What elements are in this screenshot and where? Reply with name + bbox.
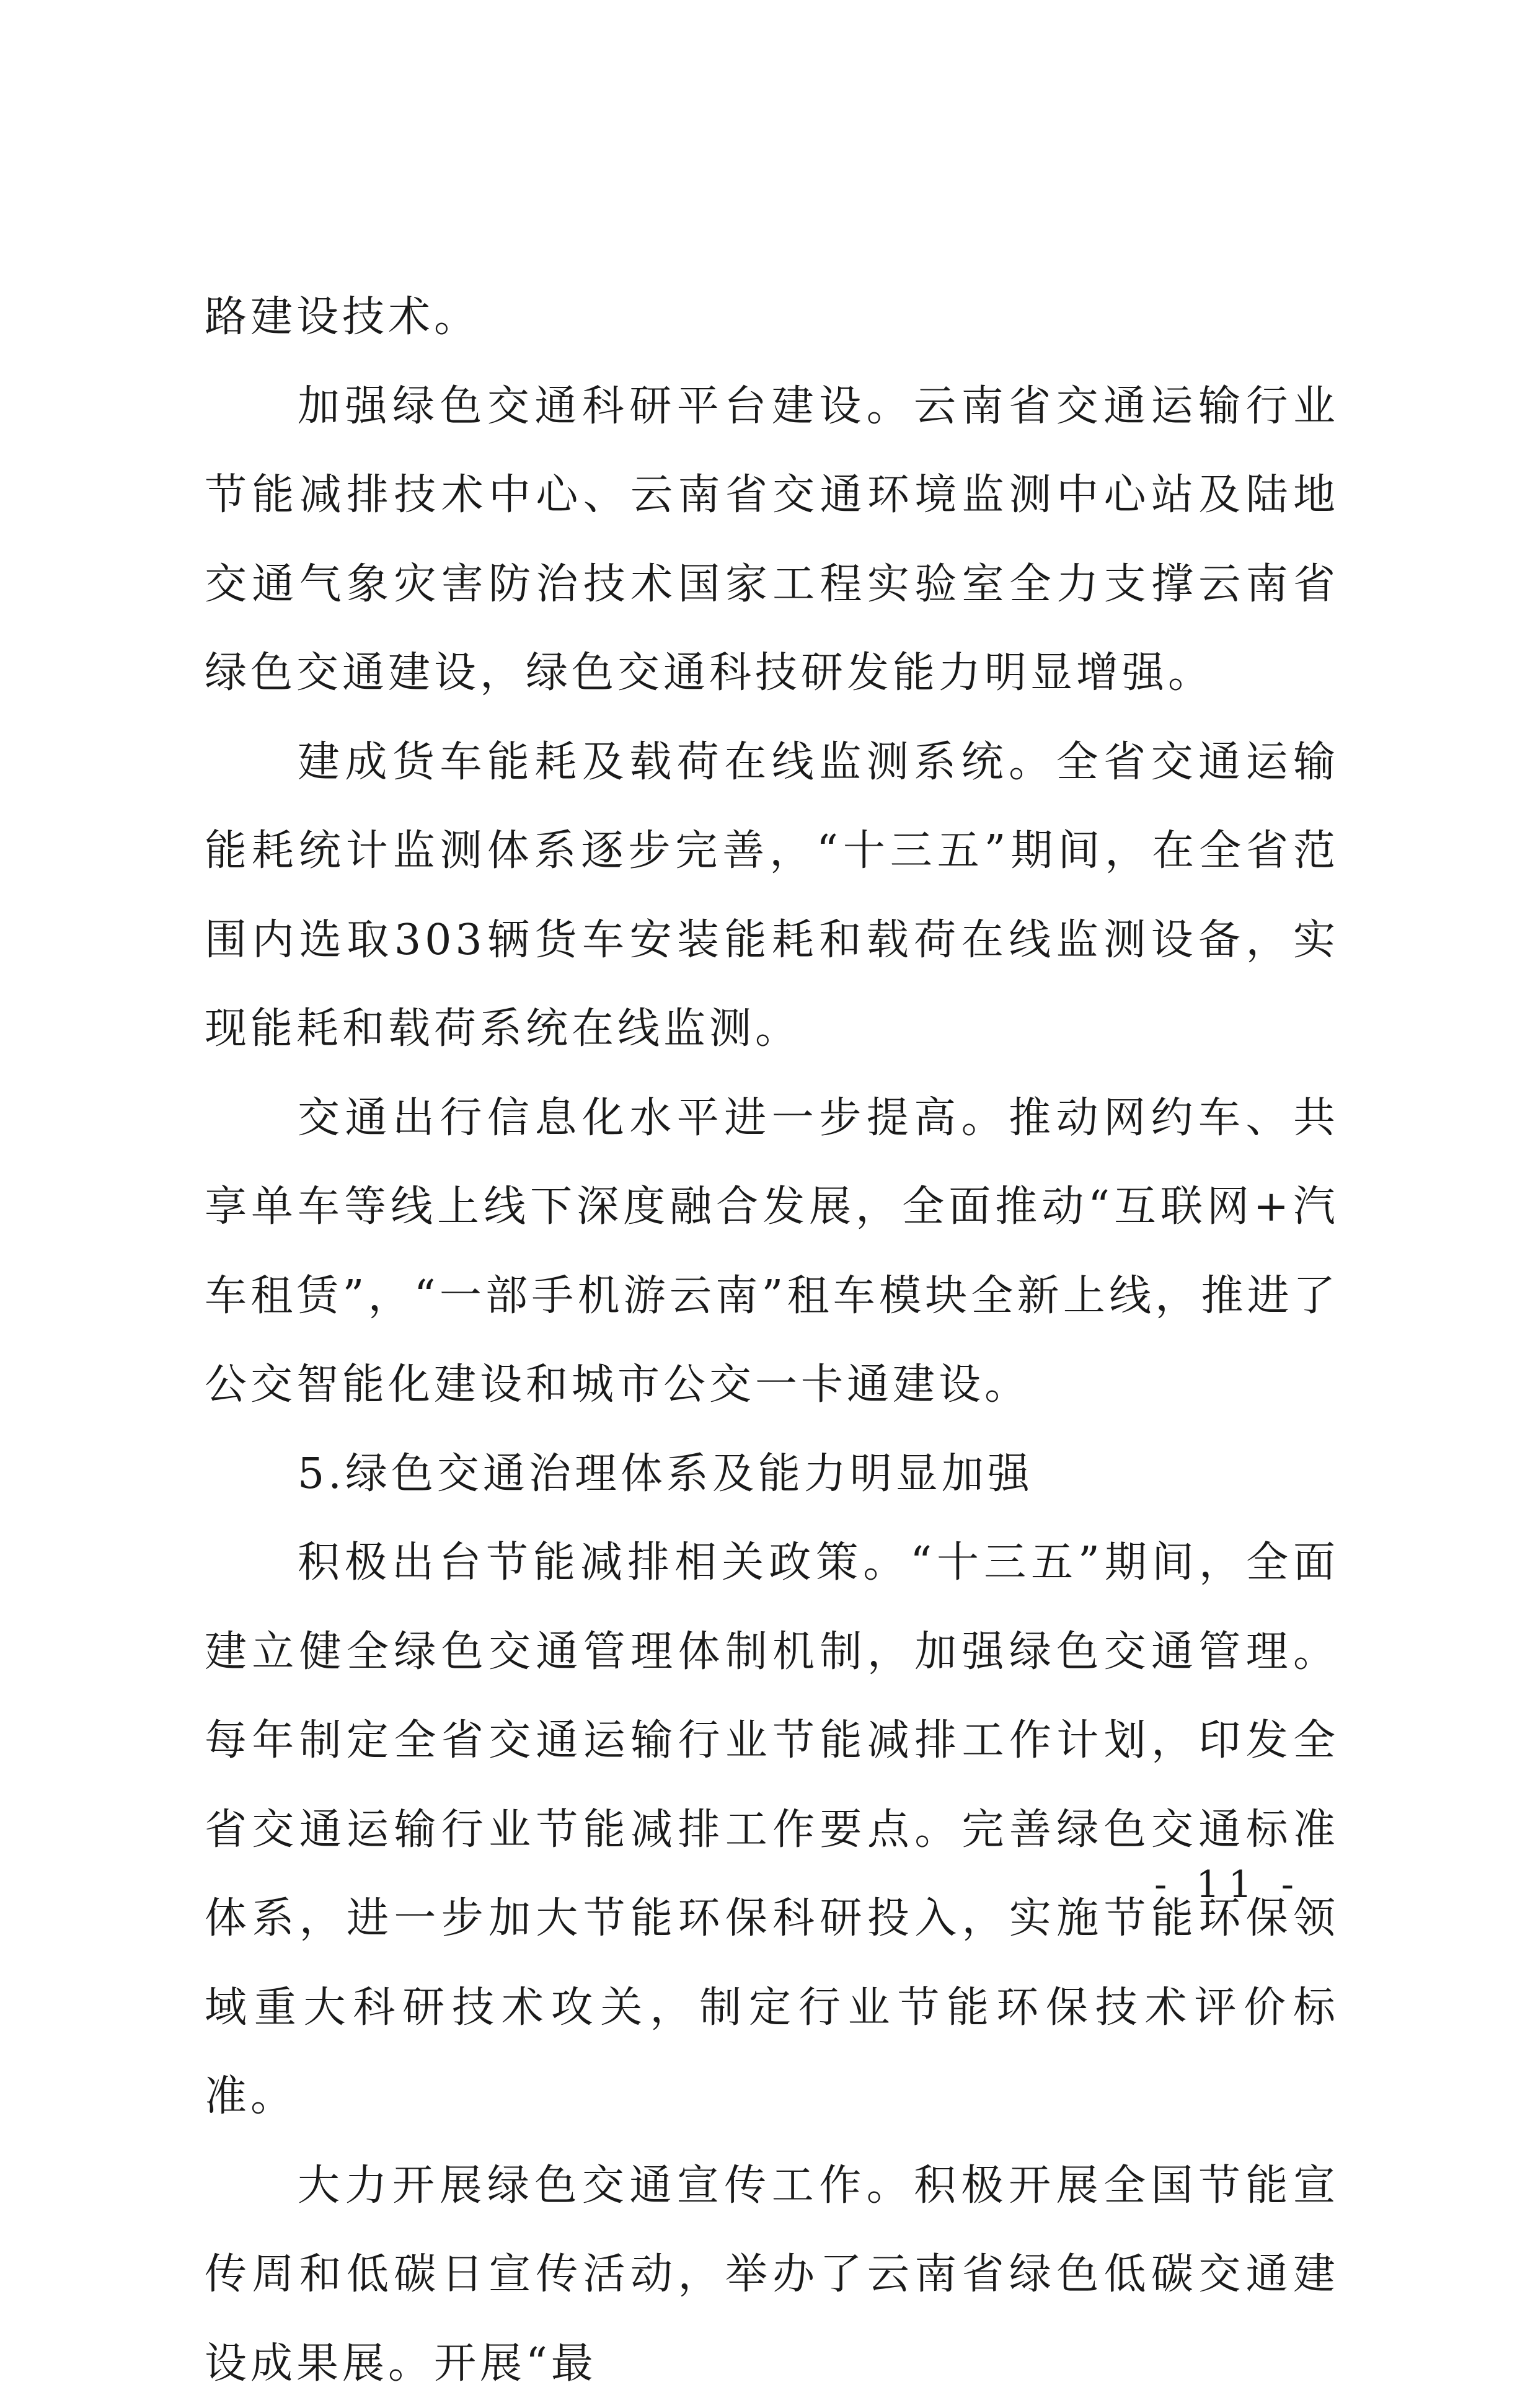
page-number: - 11 - [1154, 1863, 1302, 1906]
paragraph-research-platform: 加强绿色交通科研平台建设。云南省交通运输行业节能减排技术中心、云南省交通环境监测中心站及陆地交通气象灾害防治技术国家工程实验室全力支撑云南省绿色交通建设，绿色交通科技研发能力明显增强。 [205, 362, 1339, 718]
paragraph-publicity: 大力开展绿色交通宣传工作。积极开展全国节能宣传周和低碳日宣传活动，举办了云南省绿色低碳交通建设成果展。开展“最 [205, 2141, 1339, 2408]
section-heading: 5.绿色交通治理体系及能力明显加强 [205, 1430, 1339, 1519]
paragraph-travel-informatization: 交通出行信息化水平进一步提高。推动网约车、共享单车等线上线下深度融合发展，全面推动“互联网+汽车租赁”，“一部手机游云南”租车模块全新上线，推进了公交智能化建设和城市公交一卡通建设。 [205, 1074, 1339, 1430]
paragraph-policy: 积极出台节能减排相关政策。“十三五”期间，全面建立健全绿色交通管理体制机制，加强绿色交通管理。每年制定全省交通运输行业节能减排工作计划，印发全省交通运输行业节能减排工作要点。完善绿色交通标准体系，进一步加大节能环保科研投入，实施节能环保领域重大科研技术攻关，制定行业节能环保技术评价标准。 [205, 1518, 1339, 2141]
paragraph-continuation: 路建设技术。 [205, 273, 1339, 362]
paragraph-truck-monitoring: 建成货车能耗及载荷在线监测系统。全省交通运输能耗统计监测体系逐步完善，“十三五”期间，在全省范围内选取303辆货车安装能耗和载荷在线监测设备，实现能耗和载荷系统在线监测。 [205, 718, 1339, 1074]
body-text [205, 273, 1339, 2408]
